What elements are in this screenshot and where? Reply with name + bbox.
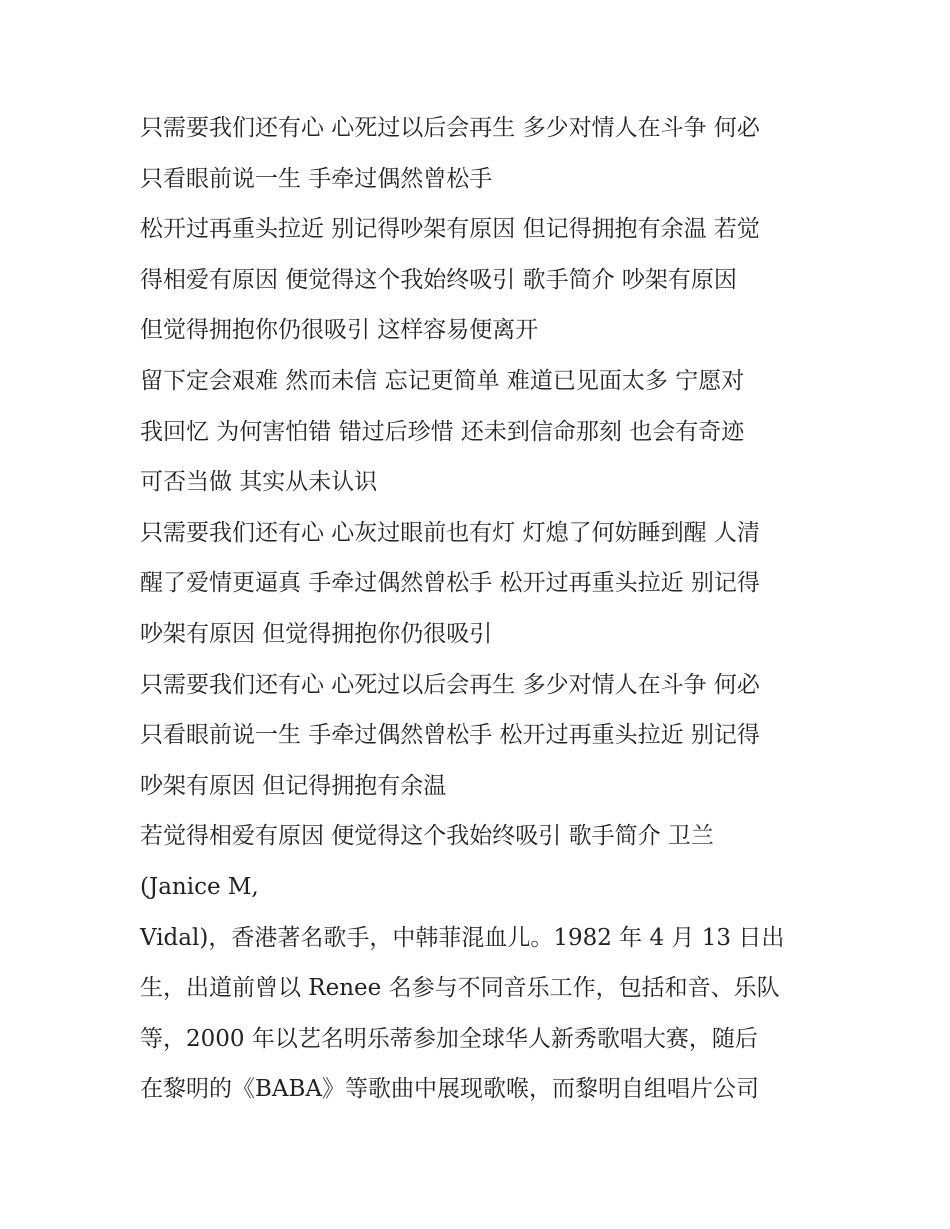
text-line: 只看眼前说一生 手牵过偶然曾松手 <box>140 165 493 192</box>
text-line: (Janice M, <box>140 873 259 900</box>
text-line: 松开过再重头拉近 别记得吵架有原因 但记得拥抱有余温 若觉 <box>140 216 760 243</box>
text-line: 吵架有原因 但记得拥抱有余温 <box>140 772 447 799</box>
text-line: 若觉得相爱有原因 便觉得这个我始终吸引 歌手简介 卫兰 <box>140 823 714 850</box>
text-line: 得相爱有原因 便觉得这个我始终吸引 歌手简介 吵架有原因 <box>140 266 737 293</box>
text-line: 留下定会艰难 然而未信 忘记更简单 难道已见面太多 宁愿对 <box>140 367 745 394</box>
text-line: 在黎明的《BABA》等歌曲中展现歌喉，而黎明自组唱片公司 <box>140 1076 760 1103</box>
text-line: 可否当做 其实从未认识 <box>140 469 378 496</box>
text-line: 但觉得拥抱你仍很吸引 这样容易便离开 <box>140 317 539 344</box>
text-line: 吵架有原因 但觉得拥抱你仍很吸引 <box>140 620 493 647</box>
text-line: 只需要我们还有心 心死过以后会再生 多少对情人在斗争 何必 <box>140 115 760 141</box>
lyrics-text-block <box>140 103 820 1115</box>
text-line: 生，出道前曾以 Renee 名参与不同音乐工作，包括和音、乐队 <box>140 975 780 1002</box>
text-line: 只看眼前说一生 手牵过偶然曾松手 松开过再重头拉近 别记得 <box>140 722 760 749</box>
text-line: 只需要我们还有心 心灰过眼前也有灯 灯熄了何妨睡到醒 人清 <box>140 519 760 546</box>
text-line: 只需要我们还有心 心死过以后会再生 多少对情人在斗争 何必 <box>140 671 760 698</box>
text-line: 等，2000 年以艺名明乐蒂参加全球华人新秀歌唱大赛，随后 <box>140 1025 758 1052</box>
text-line: 醒了爱情更逼真 手牵过偶然曾松手 松开过再重头拉近 别记得 <box>140 570 760 597</box>
text-line: 我回忆 为何害怕错 错过后珍惜 还未到信命那刻 也会有奇迹 <box>140 418 745 445</box>
text-line: Vidal)，香港著名歌手，中韩菲混血儿。1982 年 4 月 13 日出 <box>140 924 785 951</box>
